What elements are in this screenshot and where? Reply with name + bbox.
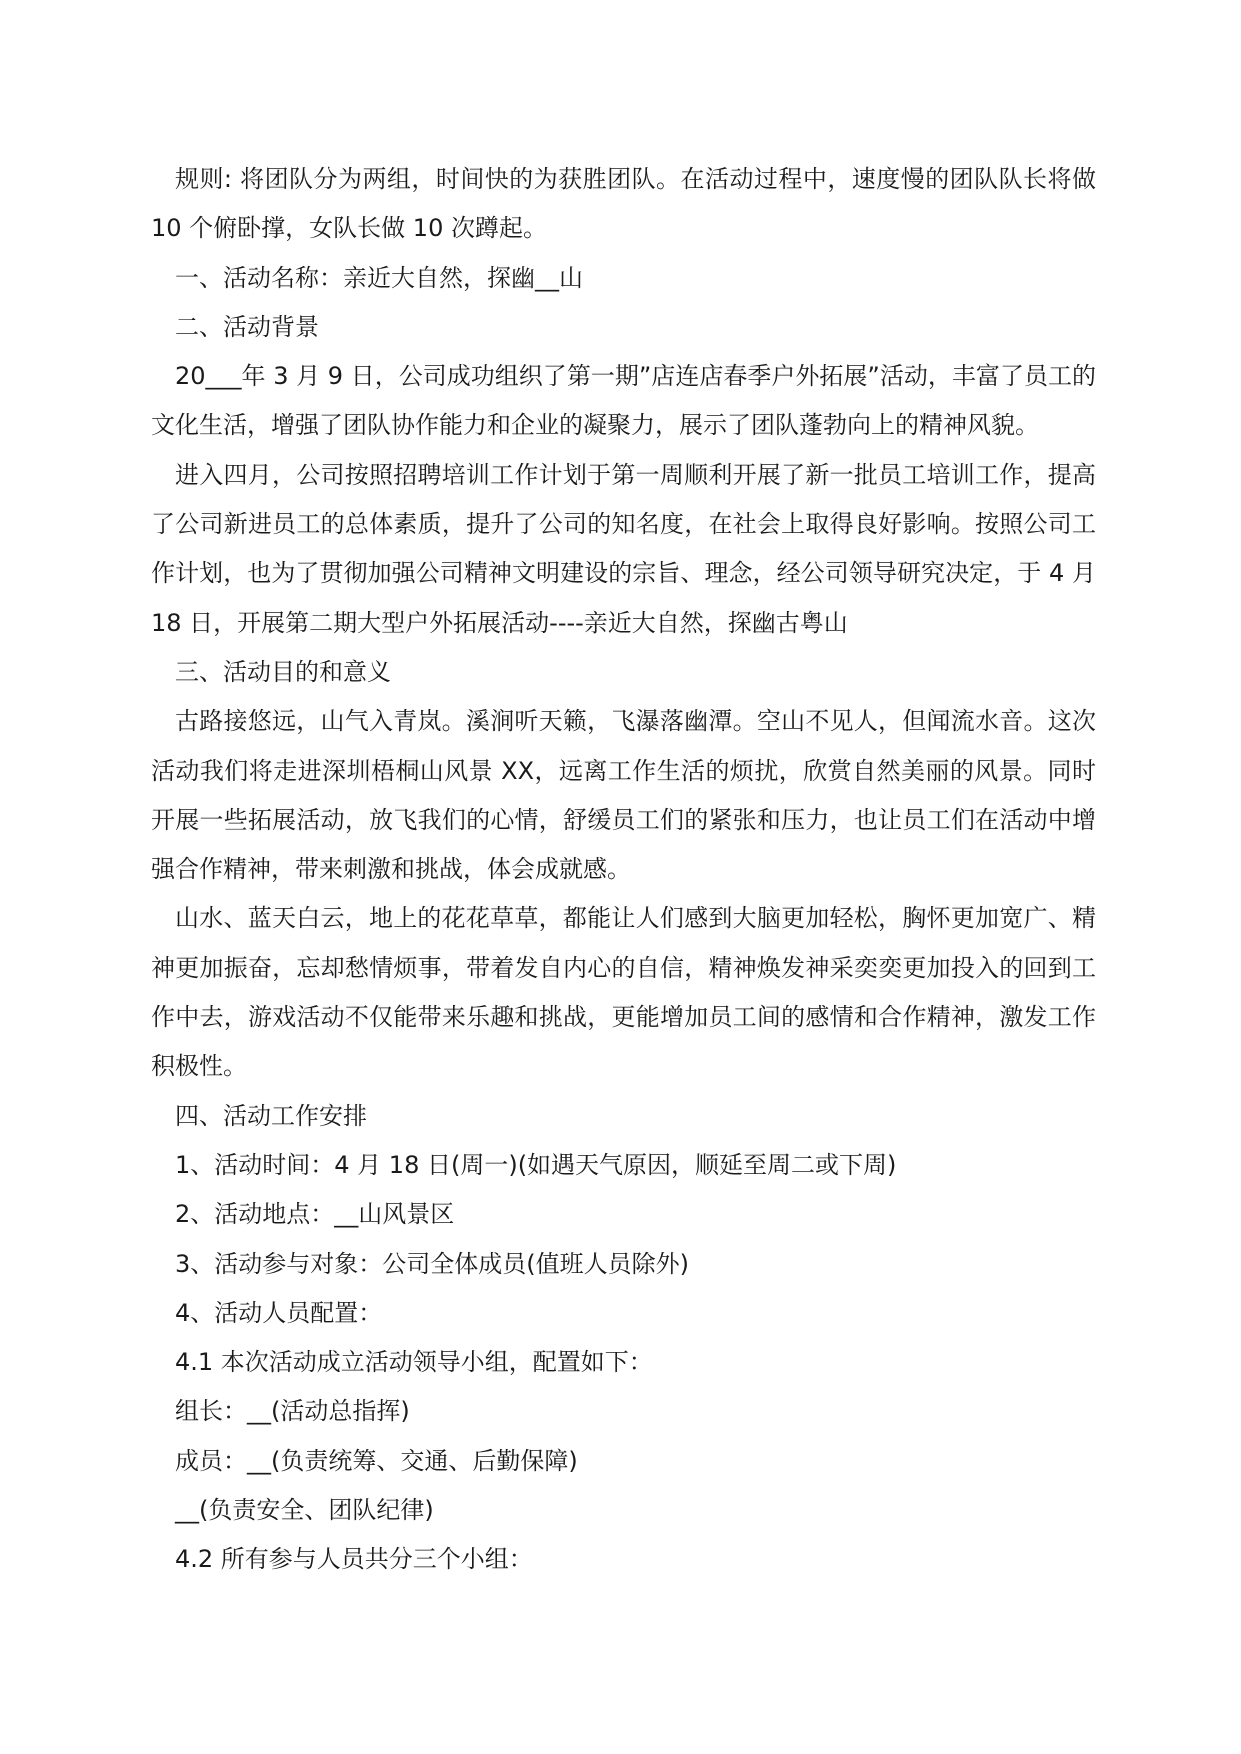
item-activity-location: 2、活动地点：__山风景区 bbox=[175, 1200, 455, 1229]
paragraph-purpose-2: 山水、蓝天白云，地上的花花草草，都能让人们感到大脑更加轻松，胸怀更加宽广、精神更加振奋，忘却愁情烦事，带着发自内心的自信，精神焕发神采奕奕更加投入的回到工作中去，游戏活动不仅能带来乐趣和挑战，更能增加员工间的感情和合作精神，激发工作积极性。 bbox=[151, 904, 1096, 1081]
item-three-groups: 4.2 所有参与人员共分三个小组： bbox=[175, 1545, 533, 1574]
item-group-members: 成员：__(负责统筹、交通、后勤保障) bbox=[175, 1446, 578, 1475]
item-safety-discipline: __(负责安全、团队纪律) bbox=[175, 1496, 434, 1525]
document-body bbox=[151, 155, 1096, 1585]
heading-arrangement: 四、活动工作安排 bbox=[175, 1101, 367, 1130]
item-group-leader: 组长：__(活动总指挥) bbox=[175, 1397, 410, 1426]
item-activity-time: 1、活动时间：4 月 18 日(周一)(如遇天气原因，顺延至周二或下周) bbox=[175, 1150, 897, 1179]
paragraph-background-2: 进入四月，公司按照招聘培训工作计划于第一周顺利开展了新一批员工培训工作，提高了公司新进员工的总体素质，提升了公司的知名度，在社会上取得良好影响。按照公司工作计划，也为了贯彻加强公司精神文明建设的宗旨、理念，经公司领导研究决定，于 4 月 18 日，开展第二期大型户外拓展活动----亲近大自然，探幽古粤山 bbox=[151, 460, 1096, 637]
paragraph-purpose-1: 古路接悠远，山气入青岚。溪涧听天籁，飞瀑落幽潭。空山不见人，但闻流水音。这次活动我们将走进深圳梧桐山风景 XX，远离工作生活的烦扰，欣赏自然美丽的风景。同时开展一些拓展活动，放飞我们的心情，舒缓员工们的紧张和压力，也让员工们在活动中增强合作精神，带来刺激和挑战，体会成就感。 bbox=[151, 707, 1096, 884]
item-leadership-group: 4.1 本次活动成立活动领导小组，配置如下： bbox=[175, 1348, 653, 1377]
paragraph-rules: 规则: 将团队分为两组，时间快的为获胜团队。在活动过程中，速度慢的团队队长将做 10 个俯卧撑，女队长做 10 次蹲起。 bbox=[151, 165, 1096, 243]
item-staffing: 4、活动人员配置： bbox=[175, 1298, 383, 1327]
heading-purpose: 三、活动目的和意义 bbox=[175, 657, 391, 686]
heading-activity-name: 一、活动名称：亲近大自然，探幽__山 bbox=[175, 263, 583, 292]
item-participants: 3、活动参与对象：公司全体成员(值班人员除外) bbox=[175, 1249, 689, 1278]
heading-activity-background: 二、活动背景 bbox=[175, 312, 319, 341]
paragraph-background-1: 20___年 3 月 9 日，公司成功组织了第一期”店连店春季户外拓展”活动，丰富了员工的文化生活，增强了团队协作能力和企业的凝聚力，展示了团队蓬勃向上的精神风貌。 bbox=[151, 362, 1096, 440]
